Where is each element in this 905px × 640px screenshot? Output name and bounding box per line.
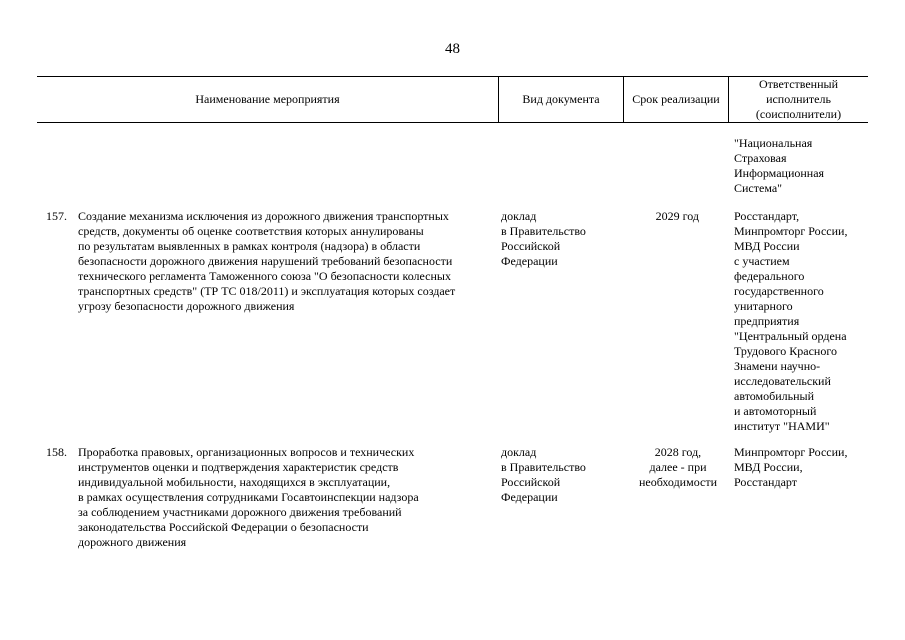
row-name-line: индивидуальной мобильности, находящихся в эксплуатации, [78,475,391,489]
row-responsible [734,209,868,434]
row-resp-line: Росстандарт, [734,209,800,223]
row-name-line: средств, документы об оценке соответствия которых аннулированы [78,224,424,238]
row-doc-line: Российской [501,239,561,253]
continuation-responsible [734,136,868,196]
row-resp-line: Минпромторг России, [734,224,848,238]
row-name-line: за соблюдением участниками дорожного движения требований [78,505,402,519]
row-doc-line: доклад [501,445,537,459]
row-number: 158. [46,445,67,459]
row-resp-line: предприятия [734,314,800,328]
row-doc-line: Федерации [501,490,558,504]
row-resp-line: автомобильный [734,389,815,403]
row-name-line: инструментов оценки и подтверждения характеристик средств [78,460,399,474]
header-responsible-text: Ответственный исполнитель (соисполнители) [755,77,842,121]
row-resp-line: МВД России [734,239,800,253]
row-term-line: необходимости [638,475,717,489]
row-resp-line: Трудового Красного [734,344,837,358]
row-doc-line: доклад [501,209,537,223]
row-resp-line: "Центральный ордена [734,329,847,343]
row-name-line: транспортных средств" (ТР ТС 018/2011) и эксплуатация которых создает [78,284,456,298]
row-doc-type [501,445,621,505]
row-doc-line: Федерации [501,254,558,268]
row-resp-line: исследовательский [734,374,831,388]
row-name-line: в рамках осуществления сотрудниками Госавтоинспекции надзора [78,490,419,504]
row-doc-line: Российской [501,475,561,489]
row-name-line: безопасности дорожного движения нарушений требований безопасности [78,254,453,268]
row-resp-line: государственного [734,284,824,298]
continuation-line: Страховая [734,151,787,165]
row-name [78,445,498,550]
row-name-line: Создание механизма исключения из дорожного движения транспортных [78,209,449,223]
row-name-line: угрозу безопасности дорожного движения [78,299,295,313]
row-term-line: 2029 год [655,209,699,223]
row-resp-line: институт "НАМИ" [734,419,830,433]
row-doc-line: в Правительство [501,224,586,238]
table-header [37,77,868,123]
header-responsible [728,77,868,122]
row-term [624,209,724,224]
row-resp-line: Росстандарт [734,475,797,489]
row-resp-line: МВД России, [734,460,803,474]
row-doc-type [501,209,621,269]
row-term-line: 2028 год, [654,445,702,459]
row-name-line: по результатам выявленных в рамках контроля (надзора) в области [78,239,421,253]
header-term: Срок реализации [623,77,728,122]
row-name-line: технического регламента Таможенного союза "О безопасности колесных [78,269,451,283]
row-resp-line: унитарного [734,299,793,313]
continuation-line: Система" [734,181,783,195]
row-resp-line: федерального [734,269,805,283]
row-resp-line: Знамени научно- [734,359,821,373]
row-resp-line: с участием [734,254,790,268]
continuation-line: Информационная [734,166,825,180]
row-resp-line: и автомоторный [734,404,817,418]
row-doc-line: в Правительство [501,460,586,474]
row-responsible [734,445,868,490]
row-resp-line: Минпромторг России, [734,445,848,459]
row-number: 157. [46,209,67,223]
header-name: Наименование мероприятия [195,92,340,106]
row-term [628,445,728,490]
page-number: 48 [445,41,460,57]
header-doc-type: Вид документа [498,77,623,122]
row-term-line: далее - при [649,460,707,474]
activities-table [37,76,868,123]
row-name-line: дорожного движения [78,535,187,549]
continuation-line: "Национальная [734,136,813,150]
row-name [78,209,498,314]
row-name-line: законодательства Российской Федерации о безопасности [78,520,369,534]
row-name-line: Проработка правовых, организационных вопросов и технических [78,445,415,459]
